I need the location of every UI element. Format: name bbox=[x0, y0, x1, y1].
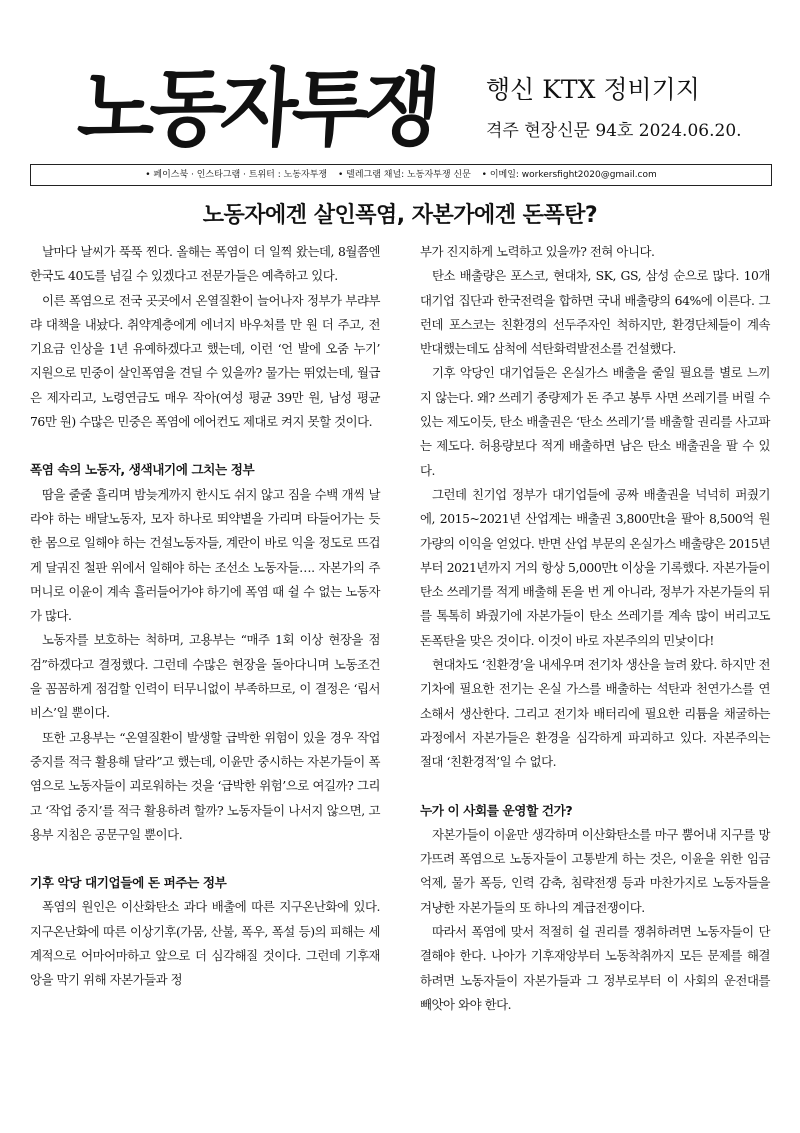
paragraph: 또한 고용부는 “온열질환이 발생할 급박한 위험이 있을 경우 작업 중지를 적극 활용해 달라”고 했는데, 이윤만 중시하는 자본가들이 폭염으로 노동자들이 괴로워하는 것을 ‘급박한 위험’으로 여길까? 그리고 ‘작업 중지’를 적극 활용하려 할까? 노동자들이 나서지 않으면, 고용부 지침은 공문구일 뿐이다. bbox=[30, 729, 380, 842]
section-heading: 누가 이 사회를 운영할 건가? bbox=[420, 802, 573, 818]
paragraph: 그런데 친기업 정부가 대기업들에 공짜 배출권을 넉넉히 퍼줬기에, 2015~2021년 산업계는 배출권 3,800만t을 팔아 8,500억 원가량의 이익을 얻었다. 반면 산업 부문의 온실가스 배출량은 2015년부터 2021년까지 거의 항상 5,000만t 이상을 기록했다. 자본가들이 탄소 쓰레기를 적게 배출해 돈을 번 게 아니라, 정부가 자본가들의 뒤를 톡톡히 봐줬기에 자본가들이 탄소 쓰레기를 계속 많이 버리고도 돈폭탄을 맞은 것이다. 이것이 바로 자본주의의 민낯이다! bbox=[420, 486, 770, 648]
paragraph: 따라서 폭염에 맞서 적절히 쉴 권리를 쟁취하려면 노동자들이 단결해야 한다. 나아가 기후재앙부터 노동착취까지 모든 문제를 해결하려면 노동자들이 자본가들과 그 정부로부터 이 사회의 운전대를 빼앗아 와야 한다. bbox=[420, 924, 770, 1012]
headline: 노동자에겐 살인폭염, 자본가에겐 돈폭탄? bbox=[202, 203, 598, 228]
section-heading: 폭염 속의 노동자, 생색내기에 그치는 정부 bbox=[30, 462, 255, 478]
paragraph: 폭염의 원인은 이산화탄소 과다 배출에 따른 지구온난화에 있다. 지구온난화에 따른 이상기후(가뭄, 산불, 폭우, 폭설 등)의 피해는 세계적으로 어마어마하고 앞으로 더 심각해질 것이다. 그런데 기후재앙을 막기 위해 자본가들과 정 bbox=[30, 899, 380, 988]
contact-telegram: • 텔레그램 채널: 노동자투쟁 신문 bbox=[337, 170, 471, 180]
paragraph: 날마다 날씨가 푹푹 찐다. 올해는 폭염이 더 일찍 왔는데, 8월쯤엔 한국도 40도를 넘길 수 있겠다고 전문가들은 예측하고 있다. bbox=[30, 244, 380, 284]
masthead-title: 행신 KTX 정비기지 bbox=[486, 75, 700, 104]
paragraph: 기후 악당인 대기업들은 온실가스 배출을 줄일 필요를 별로 느끼지 않는다. 왜? 쓰레기 종량제가 돈 주고 봉투 사면 쓰레기를 버릴 수 있는 제도이듯, 탄소 배출권은 ‘탄소 쓰레기’를 배출할 권리를 사고파는 제도다. 허용량보다 적게 배출하면 남은 탄소 배출권을 팔 수 있다. bbox=[420, 365, 770, 478]
contact-social: • 페이스북 · 인스타그램 · 트위터 : 노동자투쟁 bbox=[145, 170, 328, 180]
masthead-logo: 노동자투쟁 bbox=[74, 59, 438, 158]
contact-bar bbox=[30, 164, 772, 186]
paragraph: 부가 진지하게 노력하고 있을까? 전혀 아니다. bbox=[420, 244, 655, 259]
paragraph: 현대차도 ‘친환경’을 내세우며 전기차 생산을 늘려 왔다. 하지만 전기차에 필요한 전기는 온실 가스를 배출하는 석탄과 천연가스를 연소해서 생산한다. 그리고 전기차 배터리에 필요한 리튬을 채굴하는 과정에서 자본가들은 환경을 심각하게 파괴하고 있다. 자본주의는 절대 ‘친환경적’일 수 없다. bbox=[420, 657, 770, 770]
masthead-issue: 격주 현장신문 94호 2024.06.20. bbox=[486, 121, 742, 141]
right-column bbox=[420, 240, 770, 1017]
contact-email: • 이메일: workersfight2020@gmail.com bbox=[481, 170, 657, 180]
section-heading: 기후 악당 대기업들에 돈 퍼주는 정부 bbox=[30, 875, 227, 891]
paragraph: 노동자를 보호하는 척하며, 고용부는 “매주 1회 이상 현장을 점검”하겠다고 결정했다. 그런데 수많은 현장을 돌아다니며 노동조건을 꼼꼼하게 점검할 인력이 터무니없이 부족하므로, 이 결정은 ‘립서비스’일 뿐이다. bbox=[30, 632, 380, 721]
paragraph: 자본가들이 이윤만 생각하며 이산화탄소를 마구 뿜어내 지구를 망가뜨려 폭염으로 노동자들이 고통받게 하는 것은, 이윤을 위한 임금 억제, 물가 폭등, 인력 감축, 침략전쟁 등과 마찬가지로 노동자들을 겨냥한 자본가들의 또 하나의 계급전쟁이다. bbox=[420, 826, 770, 915]
paragraph: 땀을 줄줄 흘리며 밤늦게까지 한시도 쉬지 않고 짐을 수백 개씩 날라야 하는 배달노동자, 모자 하나로 뙤약볕을 가리며 타들어가는 듯한 몸으로 일해야 하는 건설노동자들, 계란이 바로 익을 정도로 뜨겁게 달궈진 철판 위에서 일해야 하는 조선소 노동자들…. 자본가의 주머니로 이윤이 계속 흘러들어가야 하기에 폭염 때 쉴 수 없는 노동자가 많다. bbox=[30, 486, 380, 624]
left-column bbox=[30, 240, 380, 993]
paragraph: 이른 폭염으로 전국 곳곳에서 온열질환이 늘어나자 정부가 부랴부랴 대책을 내놨다. 취약계층에게 에너지 바우처를 만 원 더 주고, 전기요금 인상을 1년 유예하겠다고 했는데, 이런 ‘언 발에 오줌 누기’ 지원으로 민중이 살인폭염을 견딜 수 있을까? 물가는 뛰었는데, 월급은 제자리고, 노령연금도 매우 작아(여성 평균 39만 원, 남성 평균 76만 원) 수많은 민중은 폭염에 에어컨도 제대로 켜지 못할 것이다. bbox=[30, 292, 380, 430]
paragraph: 탄소 배출량은 포스코, 현대차, SK, GS, 삼성 순으로 많다. 10개 대기업 집단과 한국전력을 합하면 국내 배출량의 64%에 이른다. 그런데 포스코는 친환경의 선두주자인 척하지만, 환경단체들이 계속 반대했는데도 삼척에 석탄화력발전소를 건설했다. bbox=[420, 268, 770, 357]
